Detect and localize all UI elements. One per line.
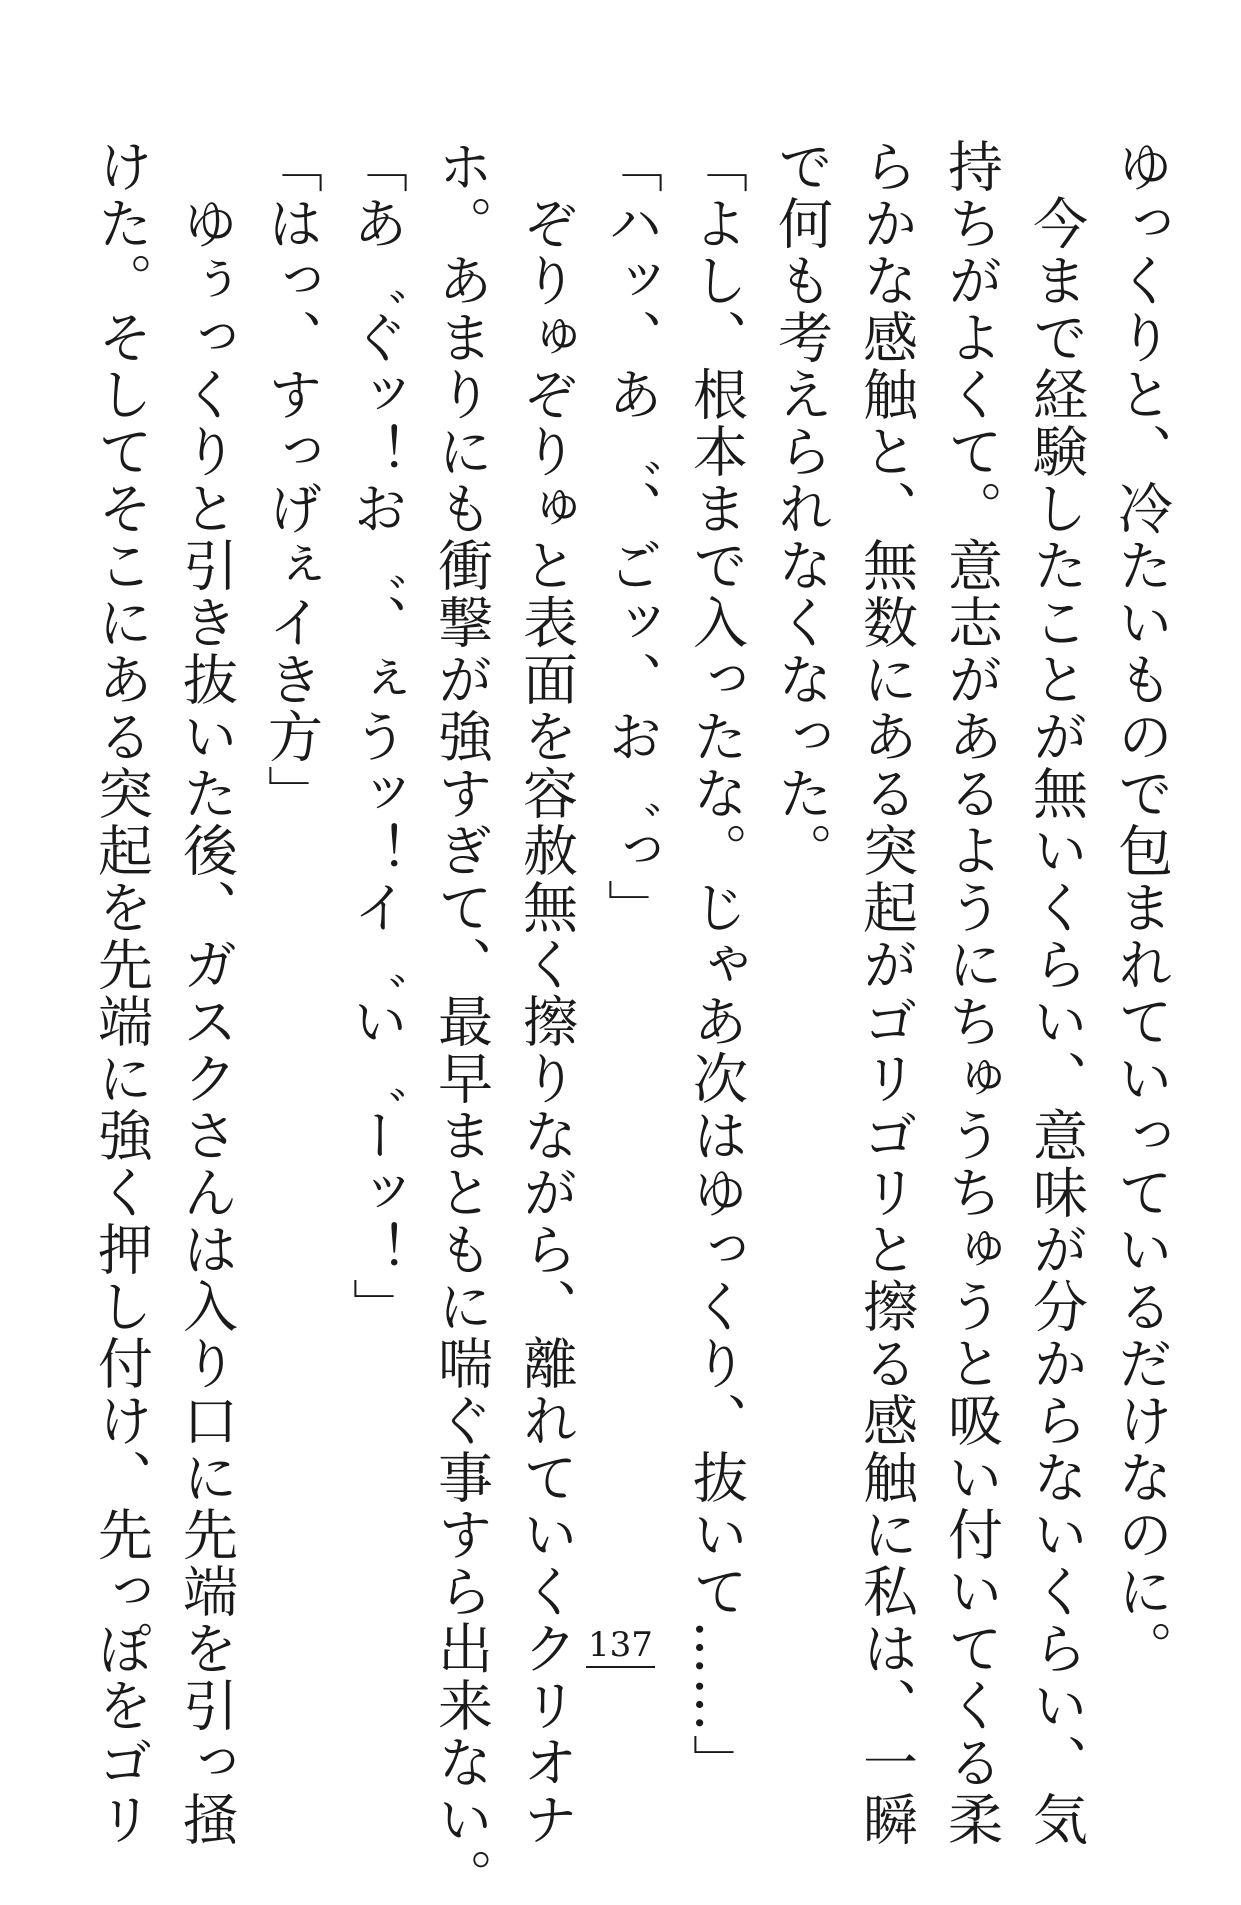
text-line: で何も考えられなくなった。 <box>769 138 833 879</box>
text-line: ゆぅっくりと引き抜いた後、ガスクさんは入り口に先端を引っ掻 <box>174 138 238 1848</box>
text-line: らかな感触と、無数にある突起がゴリゴリと擦る感触に私は、一瞬 <box>854 138 918 1848</box>
page-number <box>0 1625 1241 1668</box>
text-line: 持ちがよくて。意志があるようにちゅうちゅうと吸い付いてくる柔 <box>939 138 1003 1848</box>
text-line: 「ハッ、あ゛、ごッ、お゛っ」 <box>599 138 663 936</box>
text-line: ホ。あまりにも衝撃が強すぎて、最早まともに喘ぐ事すら出来ない。 <box>429 138 493 1905</box>
text-line: 「はっ、すっげぇイき方」 <box>259 138 323 822</box>
text-line: けた。そしてそこにある突起を先端に強く押し付け、先っぽをゴリ <box>89 138 153 1848</box>
text-line: ゆっくりと、冷たいもので包まれていっているだけなのに。 <box>1109 138 1173 1677</box>
text-line: ぞりゅぞりゅと表面を容赦無く擦りながら、離れていくクリオナ <box>514 138 578 1848</box>
text-line: 今まで経験したことが無いくらい、意味が分からないくらい、気 <box>1024 138 1088 1848</box>
page-number-label: 137 <box>586 1625 655 1668</box>
text-line: 「あ゛ぐッ！お゛、ぇうッ！イ゛い゛ーッ！」 <box>344 138 408 1335</box>
text-line: 「よし、根本まで入ったな。じゃあ次はゆっくり、抜いて……」 <box>684 138 748 1791</box>
